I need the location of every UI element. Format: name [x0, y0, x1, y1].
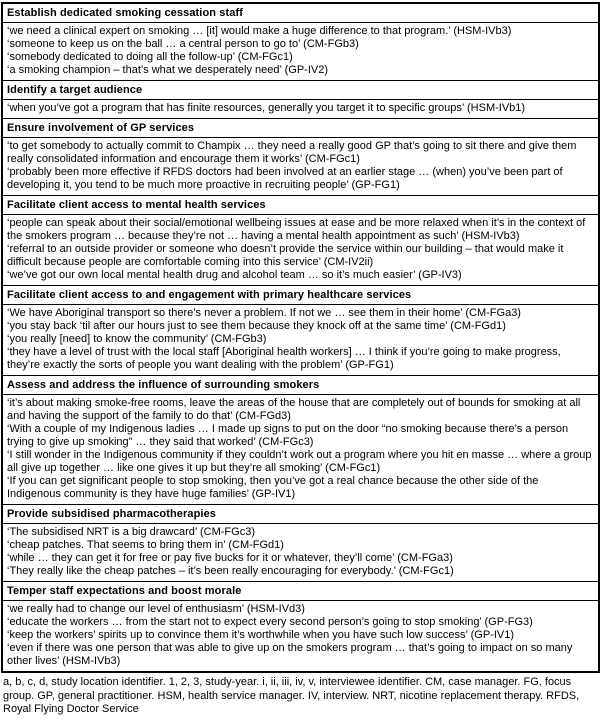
section-header: Temper staff expectations and boost morale	[3, 582, 598, 601]
section-quote-cell	[3, 305, 598, 376]
quote-line: ‘we need a clinical expert on smoking … [it] would make a huge difference to that program.’ (HSM-IVb3)	[7, 25, 512, 37]
quote-line: ‘cheap patches. That seems to bring them in’ (CM-FGd1)	[7, 539, 284, 551]
table-section	[3, 376, 598, 505]
section-quote-cell	[3, 524, 598, 582]
section-quote-cell	[3, 601, 598, 671]
section-quote-cell	[3, 100, 598, 119]
quote-line: ‘keep the workers’ spirits up to convince them it’s worthwhile when you have such low success’ (GP-IV1)	[7, 629, 515, 641]
table-section	[3, 582, 598, 671]
quote-line: ‘The subsidised NRT is a big drawcard’ (CM-FGc3)	[7, 526, 255, 538]
table-section	[3, 81, 598, 119]
quote-line: ‘to get somebody to actually commit to Champix … they need a really good GP that’s going to sit there and give them really consolidated information and encourage them it works’ (CM-FGc1)	[7, 140, 577, 165]
quote-line: ‘you stay back ‘til after our hours just to see them because they knock off at the same time’ (CM-FGd1)	[7, 320, 506, 332]
quote-line: ‘probably been more effective if RFDS doctors had been involved at an earlier stage … (when) you’ve been part of developing it, you tend to be much more proactive in recruiting people’ (GP-FG1)	[7, 166, 563, 191]
section-header: Identify a target audience	[3, 81, 598, 100]
section-header: Facilitate client access to mental health services	[3, 196, 598, 215]
quote-line: ‘we’ve got our own local mental health drug and alcohol team … so it’s much easier’ (GP-IV3)	[7, 269, 462, 281]
quote-line: ‘we really had to change our level of enthusiasm’ (HSM-IVd3)	[7, 603, 305, 615]
section-header: Establish dedicated smoking cessation staff	[3, 4, 598, 23]
table-section	[3, 196, 598, 286]
section-header: Ensure involvement of GP services	[3, 119, 598, 138]
quote-line: ‘it’s about making smoke-free rooms, leave the areas of the house that are completely out of bounds for smoking at all and having the support of the family to do that’ (CM-FGd3)	[7, 397, 581, 422]
table-section	[3, 505, 598, 582]
section-quote-cell	[3, 215, 598, 286]
table-section	[3, 119, 598, 196]
quote-line: ‘They really like the cheap patches – it’s been really encouraging for everybody.’ (CM-FGc1)	[7, 565, 454, 577]
quote-line: ‘people can speak about their social/emotional wellbeing issues at ease and be more relaxed when it’s in the context of the smokers program … because they’re not … having a mental health appointment as such’ (HSM-IVb3)	[7, 217, 586, 242]
quote-line: ‘someone to keep us on the ball … a central person to go to’ (CM-FGb3)	[7, 38, 359, 50]
section-quote-cell	[3, 395, 598, 505]
quote-line: ‘when you’ve got a program that has finite resources, generally you target it to specific groups’ (HSM-IVb1)	[7, 102, 526, 114]
quote-line: ‘they have a level of trust with the local staff [Aboriginal health workers] … I think if you’re going to make progress, they’re exactly the sorts of people you want dealing with the problem’ (GP-FG1)	[7, 346, 561, 371]
quote-line: ‘you really [need] to know the community’ (CM-FGb3)	[7, 333, 267, 345]
table-section	[3, 286, 598, 376]
section-quote-cell	[3, 23, 598, 81]
section-header: Facilitate client access to and engagement with primary healthcare services	[3, 286, 598, 305]
quote-line: ‘referral to an outside provider or someone who doesn’t provide the service within our building – that would make it difficult because people are comfortable coming into this service’ (CM-IV2ii)	[7, 243, 564, 268]
quote-line: ‘a smoking champion – that’s what we desperately need’ (GP-IV2)	[7, 64, 328, 76]
quote-line: ‘We have Aboriginal transport so there’s never a problem. If not we … see them in their home’ (CM-FGa3)	[7, 307, 521, 319]
quote-line: ‘I still wonder in the Indigenous community if they couldn’t work out a program where you hit en masse … where a group all give up together … like one gives it up but they’re all smoking’ (CM-FGc1)	[7, 449, 592, 474]
quote-line: ‘while … they can get it for free or pay five bucks for it or whatever, they’ll come’ (CM-FGa3)	[7, 552, 453, 564]
table-section	[3, 4, 598, 81]
section-quote-cell	[3, 138, 598, 196]
quote-line: ‘somebody dedicated to doing all the follow-up’ (CM-FGc1)	[7, 51, 293, 63]
section-header: Assess and address the influence of surrounding smokers	[3, 376, 598, 395]
quote-line: ‘If you can get significant people to stop smoking, then you’ve got a real chance because the other side of the Indigenous community is they have huge families’ (GP-IV1)	[7, 475, 539, 500]
themes-quotes-table	[1, 2, 600, 673]
quote-line: ‘With a couple of my Indigenous ladies … I made up signs to put on the door “no smoking because there’s a person trying to give up smoking” … they said that worked’ (CM-FGc3)	[7, 423, 569, 448]
quote-line: ‘even if there was one person that was able to give up on the smokers program … that’s going to impact on so many other lives’ (HSM-IVb3)	[7, 642, 573, 667]
table-footnote: a, b, c, d, study location identifier. 1, 2, 3, study-year. i, ii, iii, iv, v, interviewee identifier. CM, case manager. FG, focus group. GP, general practitioner. HSM, health service manager. IV, interview. NRT, nicotine replacement therapy. RFDS, Royal Flying Doctor Service	[3, 676, 580, 715]
section-header: Provide subsidised pharmacotherapies	[3, 505, 598, 524]
quote-line: ‘educate the workers … from the start not to expect every second person’s going to stop smoking’ (GP-FG3)	[7, 616, 533, 628]
